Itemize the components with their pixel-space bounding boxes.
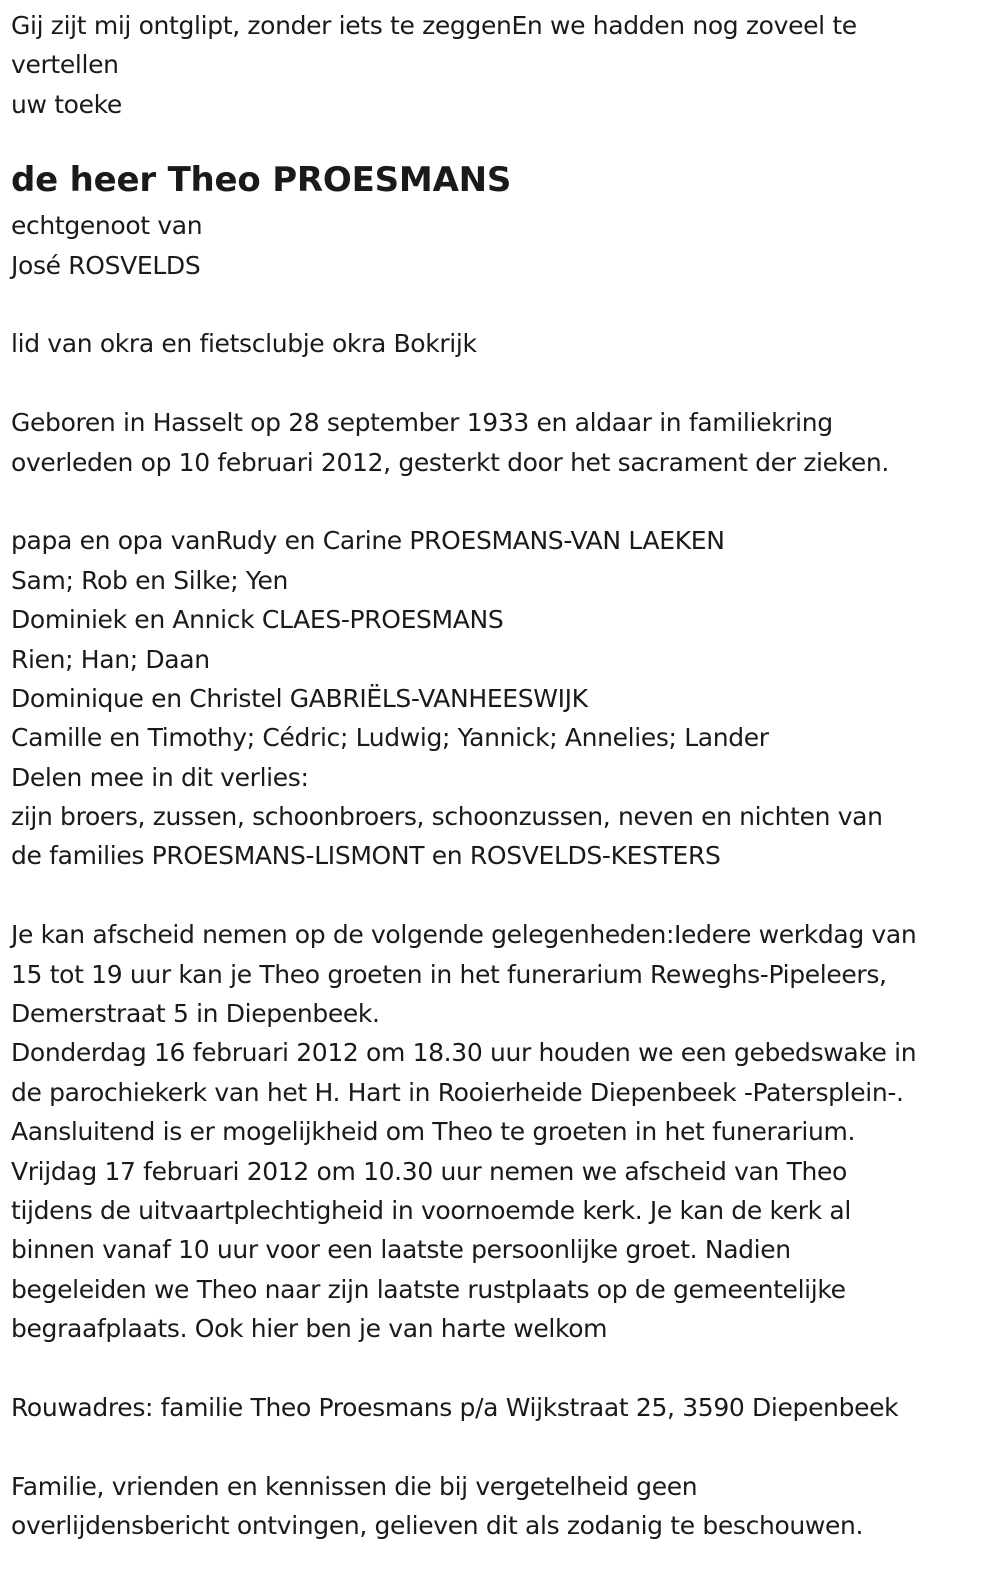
text-line: Aansluitend is er mogelijkheid om Theo te groeten in het funerarium. <box>11 1117 856 1147</box>
text-line: papa en opa vanRudy en Carine PROESMANS-VAN LAEKEN <box>11 526 725 556</box>
intro-verse: Gij zijt mij ontglipt, zonder iets te zeggenEn we hadden nog zoveel te vertellen <box>11 11 857 80</box>
spouse-name: José ROSVELDS <box>11 250 201 280</box>
farewell-paragraph <box>11 915 1000 1348</box>
text-line: Camille en Timothy; Cédric; Ludwig; Yannick; Annelies; Lander <box>11 723 769 753</box>
text-line: tijdens de uitvaartplechtigheid in voornoemde kerk. Je kan de kerk al <box>11 1195 851 1225</box>
text-line: zijn broers, zussen, schoonbroers, schoonzussen, neven en nichten van <box>11 802 883 832</box>
text-line: Dominiek en Annick CLAES-PROESMANS <box>11 605 504 635</box>
text-line: Geboren in Hasselt op 28 september 1933 en aldaar in familiekring <box>11 408 833 438</box>
intro-signature: uw toeke <box>11 89 122 119</box>
closing-paragraph <box>11 1467 1000 1546</box>
text-line: Familie, vrienden en kennissen die bij vergetelheid geen <box>11 1471 698 1501</box>
deceased-name: de heer Theo PROESMANS <box>11 160 512 201</box>
birth-death-paragraph <box>11 403 1000 482</box>
text-line: Demerstraat 5 in Diepenbeek. <box>11 999 380 1029</box>
relation-label: echtgenoot van <box>11 211 203 241</box>
text-line: Dominique en Christel GABRIËLS-VANHEESWIJK <box>11 683 588 713</box>
membership-text: lid van okra en fietsclubje okra Bokrijk <box>11 329 477 359</box>
text-line: Donderdag 16 februari 2012 om 18.30 uur houden we een gebedswake in <box>11 1038 917 1068</box>
text-line: 15 tot 19 uur kan je Theo groeten in het funerarium Reweghs-Pipeleers, <box>11 959 887 989</box>
text-line: Je kan afscheid nemen op de volgende gelegenheden:Iedere werkdag van <box>11 920 917 950</box>
text-line: overlijdensbericht ontvingen, gelieven dit als zodanig te beschouwen. <box>11 1511 864 1541</box>
text-line: Sam; Rob en Silke; Yen <box>11 565 289 595</box>
text-line: overleden op 10 februari 2012, gesterkt door het sacrament der zieken. <box>11 447 889 477</box>
text-line: begraafplaats. Ook hier ben je van harte welkom <box>11 1314 608 1344</box>
text-line: Delen mee in dit verlies: <box>11 762 309 792</box>
mourning-address: Rouwadres: familie Theo Proesmans p/a Wijkstraat 25, 3590 Diepenbeek <box>11 1392 899 1422</box>
family-paragraph <box>11 521 1000 876</box>
text-line: begeleiden we Theo naar zijn laatste rustplaats op de gemeentelijke <box>11 1274 846 1304</box>
text-line: Vrijdag 17 februari 2012 om 10.30 uur nemen we afscheid van Theo <box>11 1156 847 1186</box>
text-line: de families PROESMANS-LISMONT en ROSVELDS-KESTERS <box>11 841 721 871</box>
text-line: binnen vanaf 10 uur voor een laatste persoonlijke groet. Nadien <box>11 1235 791 1265</box>
text-line: Rien; Han; Daan <box>11 644 210 674</box>
text-line: de parochiekerk van het H. Hart in Rooierheide Diepenbeek -Patersplein-. <box>11 1077 904 1107</box>
